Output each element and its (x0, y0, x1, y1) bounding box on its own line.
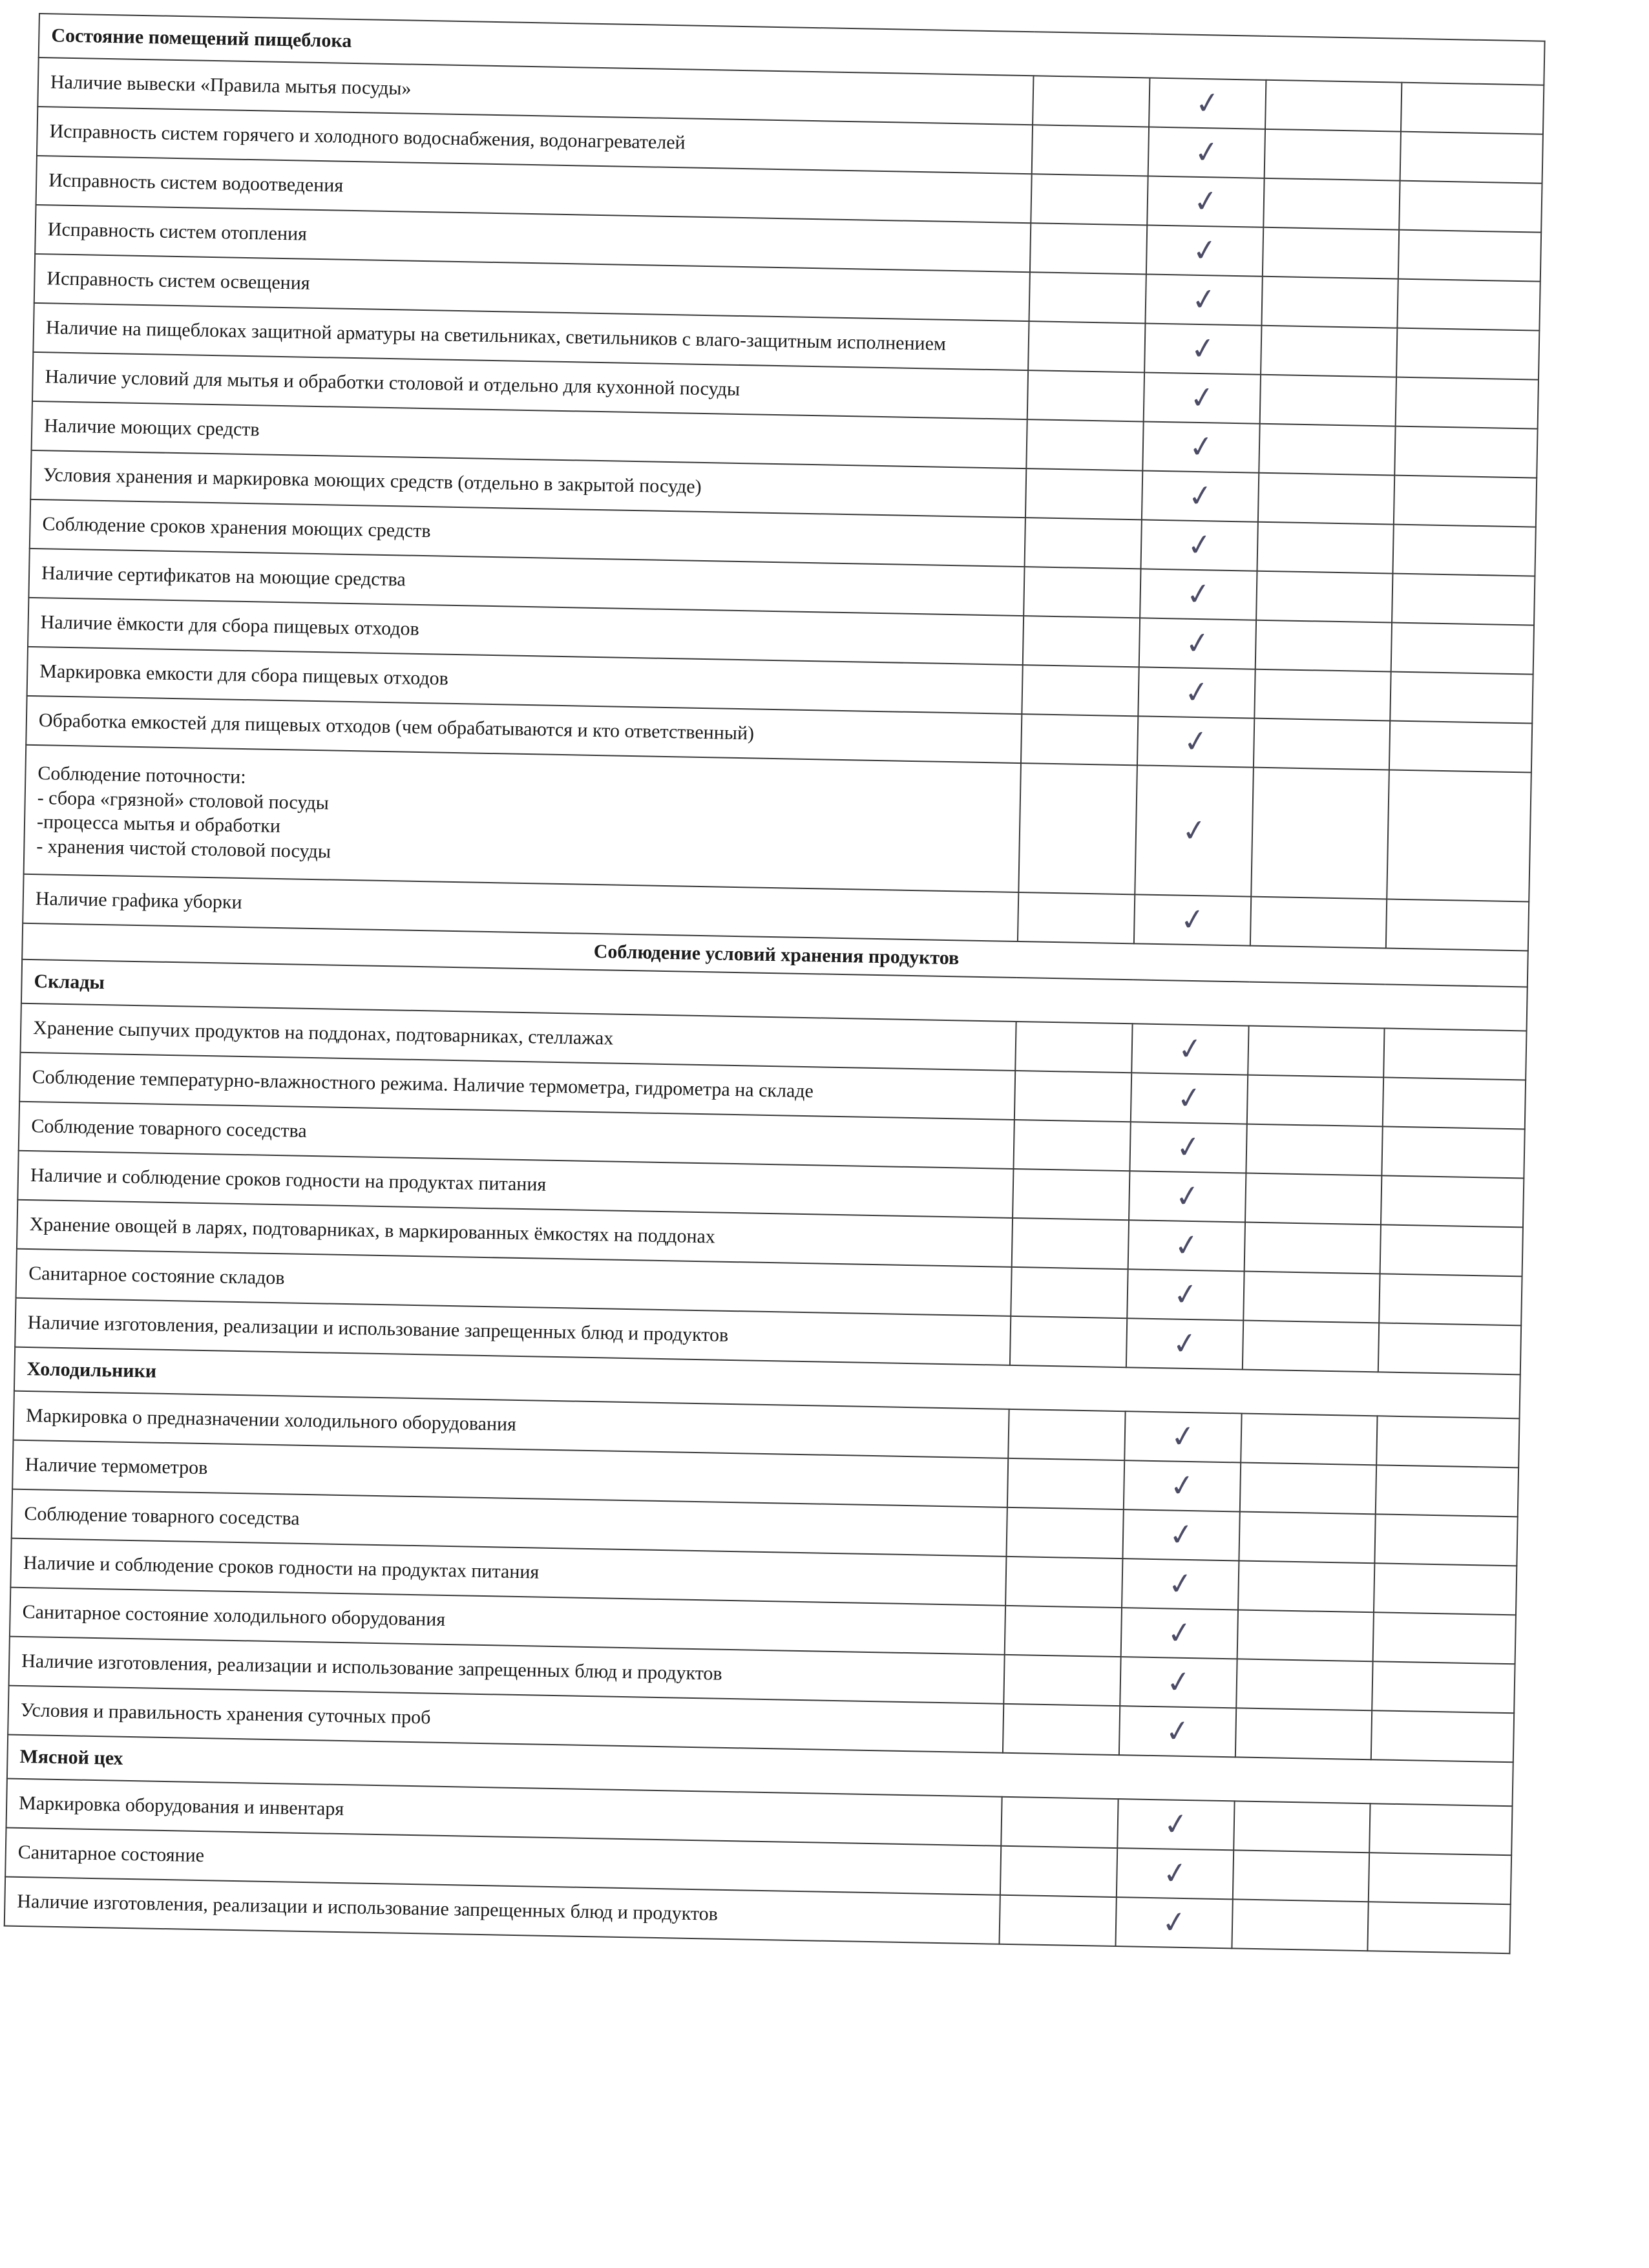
check-cell (1254, 669, 1391, 721)
check-cell (1008, 1409, 1125, 1460)
check-cell (1247, 1075, 1383, 1127)
criterion-label (24, 745, 1021, 892)
check-cell (1381, 1126, 1524, 1178)
section-title: Склады (21, 960, 1528, 1031)
check-cell-yes (1126, 1318, 1243, 1369)
criterion-label: Наличие изготовления, реализации и использование запрещенных блюд и продуктов (5, 1877, 1000, 1944)
check-cell-yes (1141, 520, 1258, 571)
check-cell (1261, 277, 1398, 328)
check-cell (1265, 80, 1402, 132)
check-cell (1258, 473, 1394, 525)
criterion-line: Соблюдение поточности: (37, 762, 246, 788)
checkmark-icon: ✓ (1186, 428, 1216, 466)
check-cell (1010, 1316, 1127, 1367)
checkmark-icon: ✓ (1182, 624, 1212, 662)
check-cell (1383, 1028, 1526, 1080)
criterion-label: Санитарное состояние холодильного оборудования (10, 1588, 1005, 1655)
check-cell (1379, 1274, 1522, 1325)
criterion-label: Хранение сыпучих продуктов на поддонах, подтоварниках, стеллажах (21, 1003, 1016, 1071)
checkmark-icon: ✓ (1179, 812, 1209, 850)
criterion-label: Соблюдение товарного соседства (12, 1489, 1007, 1557)
check-cell-yes (1135, 765, 1254, 896)
checkmark-icon: ✓ (1171, 1275, 1201, 1314)
checkmark-icon: ✓ (1184, 575, 1213, 613)
check-cell (1246, 1124, 1382, 1176)
criterion-label: Обработка емкостей для пищевых отходов (чем обрабатываются и кто ответственный) (26, 696, 1022, 763)
check-cell-yes (1117, 1799, 1234, 1850)
check-cell (1031, 174, 1148, 225)
check-cell (1373, 1612, 1516, 1664)
criterion-label: Санитарное состояние складов (16, 1249, 1012, 1316)
criterion-label: Наличие изготовления, реализации и использование запрещенных блюд и продуктов (15, 1298, 1011, 1365)
check-cell (1033, 76, 1150, 127)
check-cell (1233, 1850, 1369, 1902)
checkmark-icon: ✓ (1161, 1805, 1191, 1843)
check-cell (1005, 1606, 1122, 1657)
check-cell-yes (1140, 569, 1257, 620)
check-cell (1390, 672, 1533, 724)
criterion-line: -процесса мытья и обработки (36, 811, 281, 837)
check-cell-yes (1127, 1269, 1244, 1320)
check-cell (1380, 1224, 1523, 1276)
check-cell-yes (1115, 1897, 1232, 1948)
checkmark-icon: ✓ (1187, 379, 1217, 417)
check-cell (1032, 125, 1149, 176)
checkmark-icon: ✓ (1190, 231, 1219, 269)
criterion-label: Наличие на пищеблоках защитной арматуры на светильниках, светильников с влаго-защитным исполнением (33, 303, 1029, 370)
check-cell-yes (1119, 1706, 1236, 1757)
criterion-label: Наличие термометров (12, 1440, 1008, 1507)
section-title: Холодильники (14, 1347, 1520, 1419)
checkmark-icon: ✓ (1191, 182, 1221, 220)
check-cell-yes (1142, 470, 1259, 521)
check-cell (1392, 525, 1535, 576)
check-cell (1386, 899, 1529, 950)
check-cell (1372, 1661, 1515, 1713)
checkmark-icon: ✓ (1168, 1466, 1197, 1505)
checkmark-icon: ✓ (1161, 1854, 1190, 1893)
checkmark-icon: ✓ (1181, 722, 1210, 761)
check-cell (1243, 1321, 1379, 1372)
check-cell-yes (1138, 667, 1255, 718)
check-cell (1007, 1458, 1124, 1509)
check-cell (1387, 770, 1531, 901)
check-cell (1232, 1899, 1368, 1951)
check-cell (1241, 1413, 1377, 1465)
check-cell (1261, 326, 1397, 377)
check-cell (1240, 1462, 1376, 1514)
criterion-label: Наличие вывески «Правила мытья посуды» (37, 58, 1033, 125)
criterion-label: Наличие ёмкости для сбора пищевых отходов (28, 598, 1024, 665)
checkmark-icon: ✓ (1175, 1079, 1204, 1117)
check-cell (1029, 272, 1146, 323)
criterion-label: Маркировка емкости для сбора пищевых отходов (27, 647, 1023, 714)
checkmark-icon: ✓ (1184, 526, 1214, 564)
check-cell (1374, 1514, 1517, 1566)
check-cell (1396, 328, 1539, 380)
check-cell-yes (1149, 78, 1266, 129)
criterion-label: Наличие и соблюдение сроков годности на продуктах питания (17, 1151, 1013, 1218)
criterion-label: Исправность систем отопления (35, 205, 1031, 272)
checklist-table (4, 13, 1546, 1954)
check-cell (1030, 223, 1147, 274)
check-cell (1255, 620, 1392, 672)
section-title: Состояние помещений пищеблока (39, 14, 1545, 85)
checkmark-icon: ✓ (1193, 84, 1223, 122)
check-cell-yes (1144, 323, 1261, 374)
section-heading: Соблюдение условий хранения продуктов (22, 923, 1528, 987)
check-cell-yes (1117, 1848, 1234, 1899)
check-cell (1396, 377, 1539, 429)
check-cell-yes (1145, 274, 1262, 325)
criterion-label: Наличие сертификатов на моющие средства (28, 549, 1024, 616)
criterion-label: Соблюдение сроков хранения моющих средств (30, 499, 1025, 567)
checkmark-icon: ✓ (1186, 477, 1215, 515)
check-cell (1015, 1022, 1132, 1073)
check-cell (1245, 1173, 1381, 1225)
check-cell (1025, 518, 1142, 569)
check-cell-yes (1124, 1411, 1241, 1462)
check-cell-yes (1139, 618, 1256, 669)
check-cell (1389, 721, 1532, 773)
check-cell-yes (1122, 1559, 1239, 1610)
checkmark-icon: ✓ (1175, 1030, 1205, 1068)
check-cell (1237, 1610, 1374, 1661)
criterion-label: Исправность систем горячего и холодного водоснабжения, водонагревателей (37, 107, 1033, 174)
check-cell (1235, 1708, 1372, 1759)
check-cell (1013, 1120, 1130, 1171)
check-cell-yes (1129, 1122, 1246, 1173)
check-cell (1254, 719, 1390, 770)
criterion-label: Хранение овощей в ларях, подтоварниках, в маркированных ёмкостях на поддонах (17, 1200, 1013, 1267)
check-cell-yes (1137, 716, 1254, 767)
checkmark-icon: ✓ (1166, 1515, 1196, 1554)
section-title: Мясной цех (7, 1735, 1513, 1807)
check-cell (1371, 1710, 1514, 1762)
check-cell (1251, 768, 1389, 899)
check-cell (1263, 227, 1399, 279)
checkmark-icon: ✓ (1164, 1613, 1194, 1652)
check-cell-yes (1122, 1509, 1239, 1560)
check-cell (1401, 83, 1544, 134)
inspection-checklist (4, 13, 1544, 1954)
check-cell (1369, 1803, 1512, 1855)
checkmark-icon: ✓ (1188, 330, 1218, 368)
check-cell (1245, 1223, 1381, 1274)
check-cell (1394, 476, 1537, 527)
criterion-label: Маркировка о предназначении холодильного оборудования (14, 1391, 1009, 1458)
checkmark-icon: ✓ (1166, 1564, 1195, 1603)
check-cell (1391, 623, 1534, 675)
checkmark-icon: ✓ (1170, 1324, 1199, 1363)
check-cell (1378, 1323, 1521, 1374)
check-cell (1381, 1175, 1524, 1227)
checkmark-icon: ✓ (1173, 1177, 1203, 1215)
criterion-label: Исправность систем освещения (34, 254, 1030, 321)
checkmark-icon: ✓ (1182, 673, 1212, 711)
check-cell-yes (1146, 225, 1263, 276)
check-cell-yes (1129, 1171, 1246, 1222)
check-cell (1000, 1846, 1117, 1897)
criterion-label: Соблюдение товарного соседства (19, 1102, 1014, 1169)
check-cell (1011, 1267, 1128, 1318)
check-cell (1018, 892, 1135, 943)
criterion-line: - хранения чистой столовой посуды (36, 835, 331, 862)
checkmark-icon: ✓ (1164, 1663, 1193, 1701)
check-cell-yes (1124, 1460, 1241, 1511)
checkmark-icon: ✓ (1171, 1226, 1201, 1265)
check-cell-yes (1134, 894, 1251, 945)
check-cell (1001, 1797, 1118, 1848)
check-cell (1027, 370, 1144, 421)
check-cell (1243, 1272, 1380, 1323)
check-cell (1250, 897, 1387, 949)
checkmark-icon: ✓ (1189, 280, 1219, 319)
criterion-label: Наличие условий для мытья и обработки столовой и отдельно для кухонной посуды (32, 352, 1028, 419)
criterion-label: Условия хранения и маркировка моющих средств (отдельно в закрытой посуде) (30, 450, 1026, 518)
check-cell (1236, 1659, 1372, 1710)
check-cell-yes (1148, 127, 1265, 178)
criterion-label: Исправность систем водоотведения (36, 156, 1032, 223)
criterion-label: Наличие и соблюдение сроков годности на продуктах питания (10, 1538, 1006, 1606)
checklist-body (5, 14, 1545, 1953)
checkmark-icon: ✓ (1159, 1903, 1189, 1942)
check-cell (1376, 1465, 1518, 1517)
check-cell (1397, 279, 1540, 331)
checkmark-icon: ✓ (1178, 901, 1207, 939)
check-cell (1265, 129, 1401, 181)
check-cell-yes (1144, 372, 1261, 423)
check-cell (1025, 468, 1142, 520)
check-cell-yes (1131, 1024, 1248, 1075)
check-cell (1018, 763, 1137, 894)
check-cell (1021, 714, 1138, 765)
check-cell (1259, 424, 1395, 476)
check-cell (1400, 132, 1543, 184)
checkmark-icon: ✓ (1173, 1128, 1203, 1166)
check-cell (1392, 574, 1535, 625)
check-cell-yes (1142, 421, 1259, 472)
check-cell (1256, 571, 1392, 623)
check-cell (1013, 1169, 1129, 1220)
check-cell (1028, 321, 1145, 372)
check-cell (1234, 1801, 1370, 1853)
checkmark-icon: ✓ (1192, 133, 1221, 171)
check-cell (1006, 1507, 1123, 1559)
check-cell (1374, 1563, 1517, 1615)
criterion-label: Наличие изготовления, реализации и использование запрещенных блюд и продуктов (9, 1637, 1005, 1704)
check-cell-yes (1120, 1657, 1237, 1708)
check-cell-yes (1121, 1608, 1238, 1659)
criterion-label: Наличие графика уборки (23, 874, 1018, 941)
check-cell (1399, 181, 1542, 233)
check-cell (1398, 230, 1541, 282)
check-cell-yes (1128, 1220, 1245, 1271)
criterion-line: - сбора «грязной» столовой посуды (37, 786, 330, 814)
check-cell (1383, 1077, 1526, 1129)
check-cell (1024, 567, 1140, 618)
check-cell (1369, 1853, 1511, 1904)
check-cell (1367, 1902, 1510, 1953)
check-cell (1260, 375, 1396, 426)
check-cell (1376, 1416, 1519, 1467)
check-cell (1238, 1560, 1374, 1612)
check-cell (1022, 665, 1139, 716)
check-cell-yes (1131, 1073, 1248, 1124)
check-cell (1257, 522, 1393, 574)
check-cell (1026, 419, 1143, 470)
check-cell (1012, 1218, 1129, 1269)
check-cell (999, 1895, 1116, 1946)
criterion-label: Санитарное состояние (5, 1828, 1001, 1895)
check-cell (1014, 1071, 1131, 1122)
criterion-label: Условия и правильность хранения суточных проб (8, 1686, 1003, 1753)
check-cell (1003, 1704, 1120, 1755)
check-cell (1023, 616, 1140, 667)
check-cell (1263, 178, 1400, 230)
check-cell (1239, 1511, 1375, 1563)
criterion-label: Маркировка оборудования и инвентаря (6, 1779, 1002, 1846)
check-cell (1003, 1655, 1120, 1706)
checkmark-icon: ✓ (1168, 1417, 1198, 1456)
criterion-label: Соблюдение температурно-влажностного режима. Наличие термометра, гидрометра на складе (19, 1053, 1015, 1120)
checkmark-icon: ✓ (1163, 1712, 1192, 1750)
check-cell (1394, 426, 1537, 478)
check-cell (1248, 1026, 1384, 1078)
check-cell (1005, 1557, 1122, 1608)
check-cell-yes (1147, 176, 1264, 227)
criterion-label: Наличие моющих средств (32, 401, 1027, 468)
